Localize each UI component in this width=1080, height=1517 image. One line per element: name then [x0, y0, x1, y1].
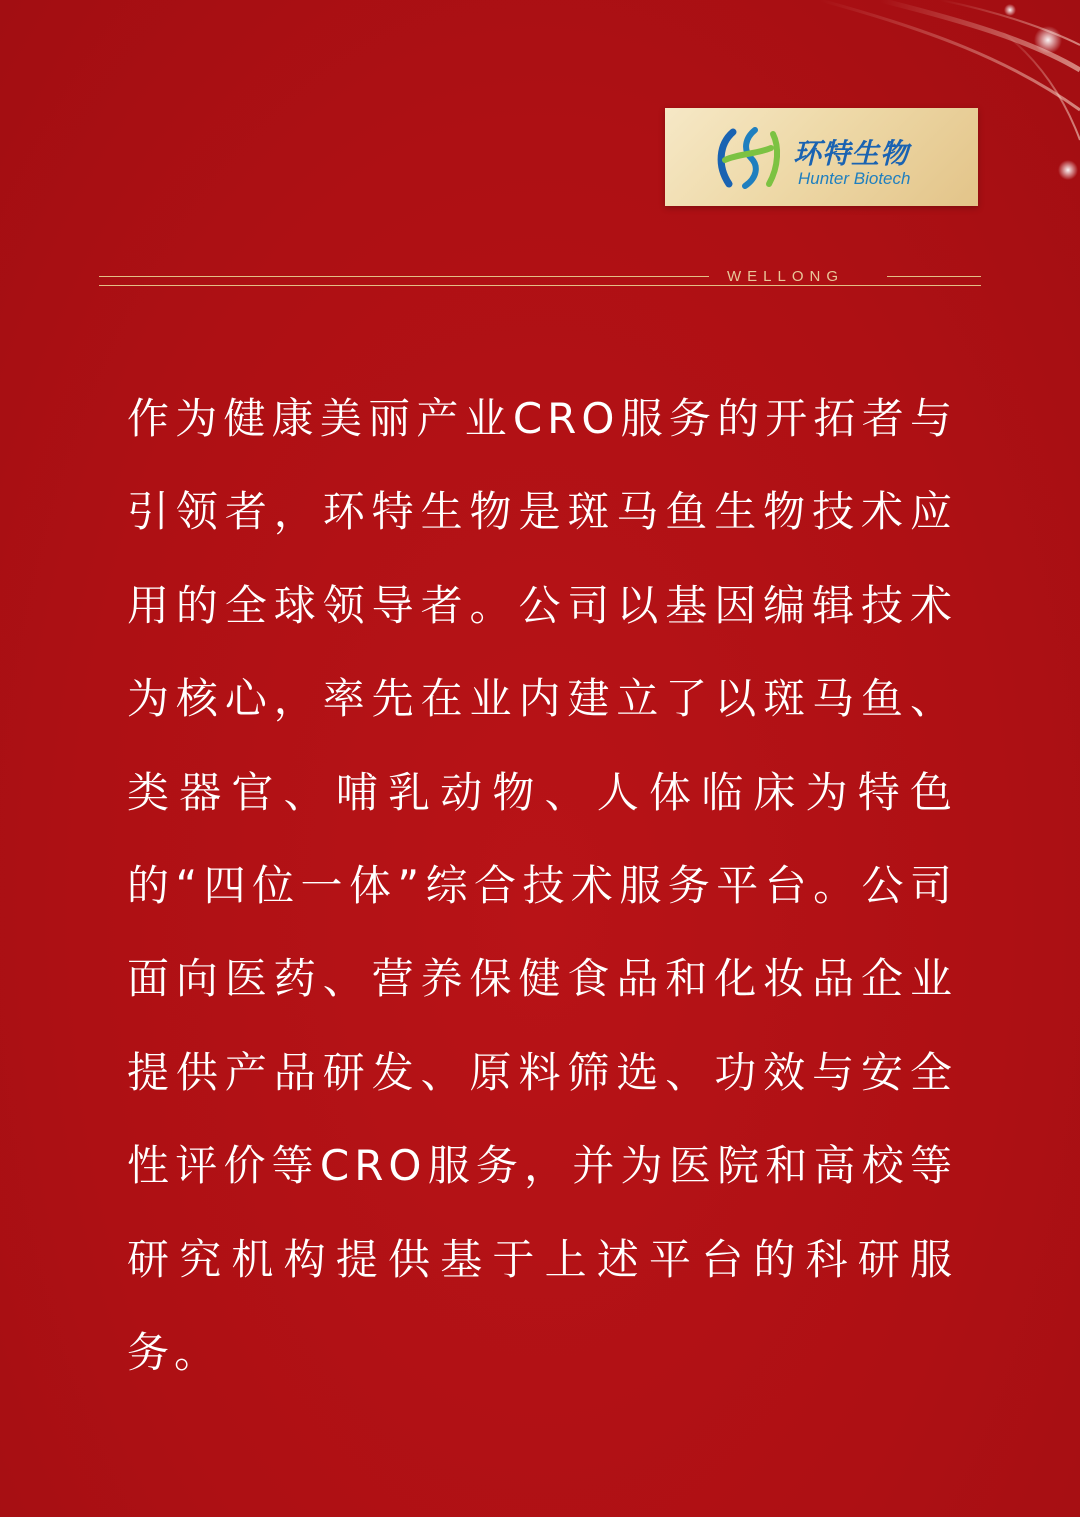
section-divider	[99, 268, 981, 292]
logo-name-english: Hunter Biotech	[798, 169, 911, 188]
divider-line-lower	[99, 285, 981, 286]
divider-label: WELLONG	[727, 268, 845, 285]
hunter-biotech-logo-icon	[715, 126, 785, 190]
divider-line-upper-left	[99, 276, 709, 277]
divider-line-upper-right	[887, 276, 981, 277]
logo-name-chinese: 环特生物	[793, 137, 910, 170]
company-logo-badge	[665, 108, 978, 206]
company-intro-paragraph: 作为健康美丽产业CRO服务的开拓者与引领者，环特生物是斑马鱼生物技术应用的全球领导者。公司以基因编辑技术为核心，率先在业内建立了以斑马鱼、类器官、哺乳动物、人体临床为特色的“四位一体”综合技术服务平台。公司面向医药、营养保健食品和化妆品企业提供产品研发、原料筛选、功效与安全性评价等CRO服务，并为医院和高校等研究机构提供基于上述平台的科研服务。	[127, 394, 957, 1378]
